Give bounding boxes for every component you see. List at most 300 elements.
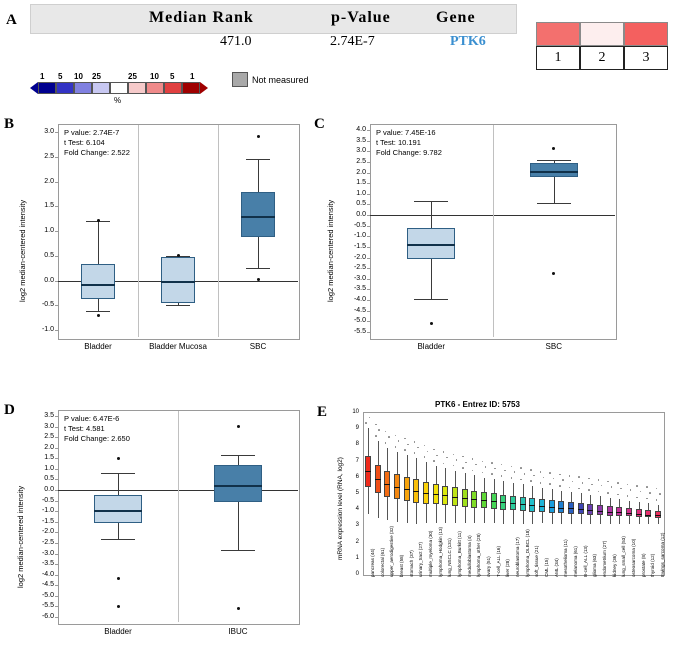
panel-e-median	[462, 498, 468, 499]
y-tick-mark	[55, 575, 58, 576]
y-tick-mark	[55, 606, 58, 607]
legend-swatch-blue-5	[56, 82, 74, 94]
heat-cell-3	[624, 22, 668, 46]
y-tick-label: -4.0	[41, 570, 54, 578]
panel-e-median	[481, 500, 487, 501]
y-tick-label: -1.0	[353, 232, 366, 240]
panel-e-scatter-point	[578, 476, 580, 478]
column-header-gene: Gene	[436, 9, 476, 26]
y-tick-label: 2.0	[44, 177, 54, 185]
y-tick-mark	[55, 511, 58, 512]
x-axis-label: IBUC	[228, 627, 248, 636]
heat-cell-label-2: 2	[580, 46, 624, 70]
panel-e-x-label: upper_aerodigestive (32)	[389, 525, 395, 577]
panel-e-scatter-point	[404, 449, 406, 451]
panel-e-x-label: thyroid (12)	[650, 553, 656, 577]
panel-e-x-label: endometrium (27)	[602, 540, 608, 577]
panel-e-x-label: B-cell_ALL (13)	[582, 545, 588, 577]
y-tick-label: 1.0	[44, 227, 54, 234]
legend-swatch-white	[110, 82, 128, 94]
y-tick-label: -3.0	[41, 549, 54, 557]
gene-table-header	[30, 4, 517, 34]
panel-a-letter: A	[6, 12, 17, 28]
y-tick-label: 0.5	[44, 251, 54, 259]
y-tick-label: 0.0	[356, 211, 366, 219]
panel-e-scatter-point	[491, 473, 493, 475]
y-tick-label: -3.5	[353, 285, 366, 293]
panel-e-y-tick-label: 1	[355, 554, 359, 561]
whisker-cap	[246, 159, 270, 160]
panel-e-median	[607, 512, 613, 513]
y-tick-mark	[55, 554, 58, 555]
heat-cell-1	[536, 22, 580, 46]
panel-e-y-tick-label: 10	[352, 409, 359, 415]
panel-e-scatter-point	[588, 489, 590, 491]
y-tick-mark	[367, 236, 370, 237]
whisker-cap	[101, 473, 135, 474]
y-tick-mark	[55, 448, 58, 449]
median-line	[241, 216, 275, 218]
panel-e-scatter-point	[549, 483, 551, 485]
panel-e-median	[404, 489, 410, 490]
panel-e-x-label: stomach (37)	[408, 550, 414, 577]
panel-e-median	[558, 508, 564, 509]
legend-swatch-blue-1	[38, 82, 56, 94]
panel-e-y-tick-label: 8	[355, 441, 359, 448]
panel-e-scatter-point	[407, 444, 409, 446]
panel-b-stat-ttest: t Test: 6.104	[64, 138, 105, 147]
y-tick-mark	[55, 437, 58, 438]
y-tick-label: -3.5	[41, 560, 54, 568]
whisker-cap	[246, 268, 270, 269]
panel-e-x-label: lung_small_cell (53)	[621, 536, 627, 577]
y-tick-mark	[55, 617, 58, 618]
heat-cell-2	[580, 22, 624, 46]
whisker-cap	[86, 311, 110, 312]
panel-e-y-axis-label: mRNA expression level (RNA, log2)	[337, 457, 344, 560]
panel-e-y-tick-label: 6	[355, 473, 359, 480]
panel-e-scatter-point	[511, 477, 513, 479]
panel-e-x-label: liver (28)	[505, 559, 511, 577]
panel-e-scatter-point	[611, 486, 613, 488]
panel-e-scatter-point	[569, 475, 571, 477]
outlier-point	[117, 457, 120, 460]
panel-e	[315, 398, 675, 651]
panel-e-median	[539, 506, 545, 507]
not-measured-swatch	[232, 72, 248, 87]
panel-e-x-label: pancreas (44)	[369, 548, 375, 577]
outlier-point	[97, 219, 100, 222]
panel-b-letter: B	[4, 116, 15, 132]
panel-e-scatter-point	[491, 462, 493, 464]
whisker-cap	[101, 539, 135, 540]
panel-d-letter: D	[4, 402, 15, 418]
whisker-cap	[537, 160, 571, 161]
y-tick-label: -5.0	[41, 591, 54, 599]
y-tick-mark	[55, 330, 58, 331]
panel-e-x-label: multiple_myeloma (30)	[427, 530, 433, 577]
y-tick-mark	[367, 141, 370, 142]
legend-label-blue-10: 10	[74, 72, 83, 81]
panel-e-scatter-point	[436, 455, 438, 457]
panel-e-scatter-point	[520, 467, 522, 469]
panel-e-median	[568, 508, 574, 509]
panel-e-x-label: prostate (8)	[640, 553, 646, 577]
panel-e-scatter-point	[375, 435, 377, 437]
panel-e-scatter-point	[559, 485, 561, 487]
panel-e-median	[529, 505, 535, 506]
panel-e-median	[452, 497, 458, 498]
y-tick-mark	[367, 173, 370, 174]
y-tick-mark	[55, 532, 58, 533]
y-tick-label: 0.5	[44, 475, 54, 483]
y-tick-mark	[367, 162, 370, 163]
panel-e-x-label: neuroblastoma (17)	[515, 537, 520, 577]
outlier-point	[177, 254, 180, 257]
y-tick-mark	[55, 469, 58, 470]
panel-b-stats	[64, 128, 130, 158]
heat-cell-label-1: 1	[536, 46, 580, 70]
panel-e-median	[587, 510, 593, 511]
y-tick-mark	[55, 522, 58, 523]
panel-e-scatter-point	[424, 456, 426, 458]
panel-b-y-axis-label: log2 median-centered intensity	[18, 199, 27, 302]
panel-e-median	[491, 501, 497, 502]
panel-d-y-axis-label: log2 median-centered intensity	[16, 485, 25, 588]
cell-p-value: 2.74E-7	[330, 34, 375, 49]
panel-e-y-tick-label: 2	[355, 538, 359, 545]
panel-e-x-label: CML (15)	[544, 558, 550, 577]
y-tick-label: 1.0	[44, 464, 54, 472]
panel-e-y-tick-label: 4	[355, 506, 359, 513]
legend-swatch-blue-10	[74, 82, 92, 94]
panel-d-stats	[64, 414, 130, 444]
panel-e-scatter-point	[504, 470, 506, 472]
panel-e-scatter-point	[462, 467, 464, 469]
whisker-cap	[221, 455, 255, 456]
outlier-point	[237, 425, 240, 428]
y-tick-mark	[55, 231, 58, 232]
panel-e-scatter-point	[453, 454, 455, 456]
y-tick-label: 2.5	[44, 152, 54, 160]
outlier-point	[257, 278, 260, 281]
legend-percent-label: %	[114, 96, 122, 105]
panel-e-scatter-point	[375, 424, 377, 426]
legend-label-red-1: 1	[190, 72, 195, 81]
x-axis-label: Bladder	[417, 342, 446, 351]
y-tick-mark	[367, 300, 370, 301]
panel-e-median	[394, 487, 400, 488]
y-tick-label: -5.5	[353, 328, 366, 335]
panel-e-scatter-point	[591, 484, 593, 486]
y-tick-label: -0.5	[41, 496, 54, 504]
panel-e-box	[645, 510, 651, 517]
panel-e-x-label: AML (34)	[553, 558, 559, 577]
panel-e-scatter-point	[540, 482, 542, 484]
y-tick-mark	[367, 130, 370, 131]
panel-e-scatter-point	[530, 469, 532, 471]
panel-e-letter: E	[317, 404, 328, 420]
panel-e-scatter-point	[378, 429, 380, 431]
y-tick-mark	[367, 204, 370, 205]
panel-e-y-tick-label: 3	[355, 522, 359, 529]
panel-e-title: PTK6 - Entrez ID: 5753	[435, 400, 520, 409]
y-tick-label: -1.0	[41, 326, 54, 333]
y-tick-label: -6.0	[41, 613, 54, 620]
y-tick-label: -4.0	[353, 296, 366, 304]
panel-e-scatter-point	[417, 447, 419, 449]
outlier-point	[430, 322, 433, 325]
panel-b-stat-pvalue: P value: 2.74E-7	[64, 128, 120, 137]
legend-label-red-5: 5	[170, 72, 175, 81]
panel-e-median	[655, 515, 661, 516]
panel-d-stat-ttest: t Test: 4.581	[64, 424, 105, 433]
median-line	[530, 171, 578, 173]
gene-table-row	[30, 32, 515, 54]
legend-swatch-blue-25	[92, 82, 110, 94]
median-line	[161, 281, 195, 283]
panel-e-x-label: lymphoma_Burkitt (11)	[456, 531, 462, 577]
box-plot-box	[530, 163, 578, 177]
panel-e-median	[471, 499, 477, 500]
panel-e-scatter-point	[388, 436, 390, 438]
box-plot-box	[161, 257, 195, 303]
outlier-point	[97, 314, 100, 317]
panel-e-y-tick-label: 9	[355, 425, 359, 432]
panel-e-x-label: ovary (51)	[485, 556, 491, 577]
y-tick-mark	[55, 132, 58, 133]
panel-e-median	[442, 495, 448, 496]
column-header-p-value: p-Value	[331, 9, 391, 26]
y-tick-label: -5.0	[353, 317, 366, 325]
panel-e-median	[510, 503, 516, 504]
panel-e-scatter-point	[582, 482, 584, 484]
y-tick-label: -0.5	[353, 221, 366, 229]
panel-e-x-label: soft_tissue (21)	[534, 545, 540, 577]
panel-e-median	[384, 484, 390, 485]
panel-e-median	[645, 515, 651, 516]
panel-e-scatter-point	[659, 493, 661, 495]
box-plot-box	[241, 192, 275, 237]
panel-e-scatter-point	[617, 494, 619, 496]
category-divider	[138, 125, 139, 337]
panel-e-median	[365, 471, 371, 472]
category-divider	[218, 125, 219, 337]
panel-e-scatter-point	[395, 446, 397, 448]
outlier-point	[117, 605, 120, 608]
panel-e-median	[433, 494, 439, 495]
y-tick-label: -0.5	[41, 301, 54, 309]
not-measured-legend	[232, 72, 309, 87]
panel-e-y-tick-label: 0	[355, 571, 359, 577]
column-header-median-rank: Median Rank	[149, 9, 254, 26]
panel-a	[0, 0, 675, 105]
heatmap-cells	[536, 22, 668, 70]
y-tick-label: 2.0	[44, 443, 54, 451]
outlier-point	[237, 607, 240, 610]
y-tick-label: -1.0	[41, 507, 54, 515]
category-divider	[493, 125, 494, 337]
y-tick-label: -1.5	[41, 517, 54, 525]
panel-e-median	[520, 504, 526, 505]
panel-e-y-tick-label: 7	[355, 457, 359, 464]
legend-swatch-red-5	[164, 82, 182, 94]
y-tick-label: -2.0	[353, 253, 366, 261]
y-tick-mark	[367, 258, 370, 259]
y-tick-label: 2.5	[44, 433, 54, 441]
legend-swatch-red-25	[128, 82, 146, 94]
panel-e-median	[626, 513, 632, 514]
panel-e-scatter-point	[607, 492, 609, 494]
y-tick-mark	[367, 247, 370, 248]
panel-e-x-label: urinary_tract (27)	[418, 542, 424, 577]
y-tick-mark	[367, 151, 370, 152]
y-tick-mark	[367, 321, 370, 322]
box-plot-box	[214, 465, 262, 502]
y-tick-mark	[55, 543, 58, 544]
panel-c-stats	[376, 128, 442, 158]
x-axis-label: Bladder	[104, 627, 132, 636]
whisker-cap	[414, 299, 448, 300]
legend-label-blue-5: 5	[58, 72, 63, 81]
panel-e-x-label: breast (58)	[398, 554, 404, 577]
y-tick-label: 3.0	[44, 128, 54, 135]
whisker-cap	[166, 305, 190, 306]
panel-e-scatter-point	[433, 460, 435, 462]
panel-c	[312, 112, 675, 357]
x-axis-label: Bladder Mucosa	[149, 342, 207, 351]
y-tick-mark	[55, 479, 58, 480]
panel-e-scatter-point	[533, 475, 535, 477]
whisker-cap	[537, 203, 571, 204]
y-tick-label: 3.0	[44, 422, 54, 430]
y-tick-mark	[55, 596, 58, 597]
whisker-cap	[221, 550, 255, 551]
x-axis-label: Bladder	[84, 342, 112, 351]
legend-swatch-red-10	[146, 82, 164, 94]
y-tick-label: 1.5	[44, 202, 54, 210]
y-tick-mark	[367, 226, 370, 227]
y-tick-mark	[367, 332, 370, 333]
median-line	[407, 244, 455, 246]
y-tick-mark	[55, 305, 58, 306]
panel-e-x-label: glioma (63)	[592, 554, 598, 577]
box-plot-box	[81, 264, 115, 300]
outlier-point	[552, 147, 555, 150]
panel-d	[0, 398, 310, 651]
y-tick-mark	[367, 289, 370, 290]
panel-e-x-label: lymphoma_DLBCL (18)	[524, 529, 530, 577]
panel-e-scatter-point	[562, 479, 564, 481]
panel-e-x-label: lung_NSCLC (131)	[447, 538, 453, 577]
panel-d-stat-fold: Fold Change: 2.650	[64, 434, 130, 443]
median-line	[94, 510, 142, 512]
y-tick-mark	[55, 585, 58, 586]
y-tick-label: 1.5	[356, 179, 366, 187]
y-tick-mark	[55, 206, 58, 207]
cell-gene-link[interactable]: PTK6	[450, 34, 486, 49]
panel-e-scatter-point	[540, 471, 542, 473]
y-tick-mark	[55, 416, 58, 417]
panel-d-stat-pvalue: P value: 6.47E-6	[64, 414, 120, 423]
y-tick-label: 3.5	[44, 412, 54, 419]
panel-c-stat-ttest: t Test: 10.191	[376, 138, 421, 147]
whisker-cap	[414, 201, 448, 202]
not-measured-label: Not measured	[252, 74, 309, 85]
panel-e-scatter-point	[636, 497, 638, 499]
y-tick-label: 4.0	[356, 126, 366, 133]
y-tick-mark	[55, 427, 58, 428]
y-tick-label: -2.5	[353, 264, 366, 272]
panel-e-scatter-point	[549, 472, 551, 474]
panel-e-x-label: lymphoma_other (28)	[476, 533, 482, 577]
heat-cell-label-3: 3	[624, 46, 668, 70]
y-tick-mark	[55, 256, 58, 257]
x-axis-label: SBC	[249, 342, 267, 351]
panel-e-median	[597, 511, 603, 512]
panel-e-median	[423, 493, 429, 494]
panel-c-stat-fold: Fold Change: 9.782	[376, 148, 442, 157]
y-tick-mark	[55, 458, 58, 459]
panel-e-scatter-point	[365, 422, 367, 424]
y-tick-mark	[55, 182, 58, 183]
panel-e-scatter-point	[636, 485, 638, 487]
panel-e-x-label: Ewings_sarcoma (12)	[660, 532, 666, 577]
panel-b	[0, 112, 310, 357]
panel-e-median	[549, 507, 555, 508]
panel-e-x-label: T-cell_ALL (16)	[495, 546, 501, 577]
median-line	[81, 284, 115, 286]
y-tick-mark	[367, 268, 370, 269]
panel-e-x-label: lymphoma_Hodgkin (13)	[437, 526, 443, 577]
panel-c-stat-pvalue: P value: 7.45E-16	[376, 128, 436, 137]
y-tick-label: 1.0	[356, 189, 366, 197]
y-tick-label: 0.5	[356, 200, 366, 208]
y-tick-label: 2.0	[356, 168, 366, 176]
y-tick-mark	[55, 564, 58, 565]
panel-e-x-label: medulloblastoma (4)	[466, 535, 472, 577]
panel-e-x-label: osteosarcoma (10)	[631, 538, 637, 577]
panel-e-median	[636, 514, 642, 515]
y-tick-label: 0.0	[44, 276, 54, 284]
category-divider	[178, 411, 179, 622]
y-tick-label: -2.5	[41, 538, 54, 546]
y-tick-mark	[367, 311, 370, 312]
panel-e-x-label: melanoma (61)	[573, 546, 579, 577]
y-tick-label: 3.0	[356, 147, 366, 155]
panel-e-scatter-point	[465, 462, 467, 464]
panel-e-scatter-point	[530, 480, 532, 482]
y-tick-label: -3.0	[353, 274, 366, 282]
panel-e-median	[578, 509, 584, 510]
panel-b-stat-fold: Fold Change: 2.522	[64, 148, 130, 157]
panel-e-scatter-point	[617, 482, 619, 484]
panel-e-scatter-point	[646, 486, 648, 488]
panel-e-x-label: mesothelioma (11)	[563, 539, 569, 577]
y-tick-label: 2.5	[356, 157, 366, 165]
y-tick-label: -4.5	[353, 306, 366, 314]
y-tick-mark	[367, 279, 370, 280]
panel-e-scatter-point	[520, 479, 522, 481]
y-tick-label: -5.5	[41, 602, 54, 610]
x-axis-label: SBC	[545, 342, 562, 351]
y-tick-label: 0.0	[44, 486, 54, 494]
legend-label-red-25: 25	[128, 72, 137, 81]
legend-label-blue-1: 1	[40, 72, 45, 81]
panel-e-median	[500, 502, 506, 503]
panel-e-scatter-point	[649, 492, 651, 494]
box-plot-box	[94, 495, 142, 523]
